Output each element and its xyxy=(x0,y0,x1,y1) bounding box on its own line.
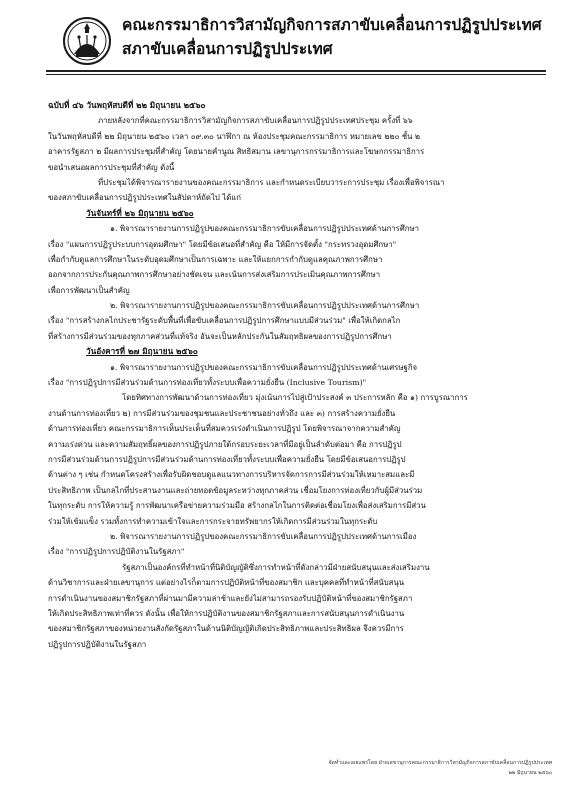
agenda-line: ๒. พิจารณารายงานการปฏิรูปของคณะกรรมาธิการขับเคลื่อนการปฏิรูปประเทศด้านการศึกษา xyxy=(110,301,420,311)
day2-heading: วันอังคารที่ ๒๗ มิถุนายน ๒๕๖๐ xyxy=(86,346,198,357)
agenda-line: ความเร่งด่วน และความสัมฤทธิ์ผลของการปฏิรูปภายใต้กรอบระยะเวลาที่มีอยู่เป็นลำดับต่อมา คือ การปฏิรูป xyxy=(48,439,402,449)
header-divider xyxy=(46,70,546,72)
agenda-line: เรื่อง "แผนการปฏิรูประบบการอุดมศึกษา" โดยมีข้อเสนอที่สำคัญ คือ ให้มีการจัดตั้ง "กระทรวงอุดมศึกษา" xyxy=(48,239,397,249)
issue-line: ฉบับที่ ๔๖ วันพฤหัสบดีที่ ๒๒ มิถุนายน ๒๕๖๐ xyxy=(48,100,206,110)
intro-line: อาคารรัฐสภา ๒ มีผลการประชุมที่สำคัญ โดยนายคำนูณ สิทธิสมาน เลขานุการกรรมาธิการและโฆษกกรรมาธิการ xyxy=(48,147,425,157)
agenda-line: เรื่อง "การปฏิรูปการปฏิบัติงานในรัฐสภา" xyxy=(48,547,185,557)
agenda-line: ประสิทธิภาพ เป็นกลไกที่ประสานงานและถ่ายทอดข้อมูลระหว่างทุกภาคส่วน เชื่อมโยงการท่องเที่ยวกับผู้มีส่วนร่วม xyxy=(48,485,423,495)
agenda-line: ๑. พิจารณารายงานการปฏิรูปของคณะกรรมาธิการขับเคลื่อนการปฏิรูปประเทศด้านการศึกษา xyxy=(110,224,420,234)
agenda-line: ปฏิรูปการปฏิบัติงานในรัฐสภา xyxy=(48,639,147,649)
agenda-line: ที่สร้างการมีส่วนร่วมของทุกภาคส่วนที่แท้จริง อันจะเป็นหลักประกันในสัมฤทธิผลของการปฏิรูปการศึกษา xyxy=(48,331,392,341)
agenda-line: ออกจากการประกันคุณภาพการศึกษาอย่างชัดเจน และเน้นการส่งเสริมการประเมินคุณภาพการศึกษา xyxy=(48,270,381,280)
intro-line: ขอนำเสนอผลการประชุมที่สำคัญ ดังนี้ xyxy=(48,162,175,172)
agenda-line: โดยทิศทางการพัฒนาด้านการท่องเที่ยว มุ่งเน้นการไปสู่เป้าประสงค์ ๓ ประการหลัก คือ ๑) การบูรณาการ xyxy=(122,393,468,403)
header-title xyxy=(122,14,562,62)
intro-line: ภายหลังจากที่คณะกรรมาธิการวิสามัญกิจการสภาขับเคลื่อนการปฏิรูปประเทศประชุม ครั้งที่ ๖๖ xyxy=(98,116,413,126)
agenda-line: รัฐสภาเป็นองค์กรที่ทำหน้าที่นิติบัญญัติซึ่งการทำหน้าที่ดังกล่าวมีฝ่ายสนับสนุนและส่งเสริมงาน xyxy=(122,562,430,572)
agenda-line: งานด้านการท่องเที่ยว ๒) การมีส่วนร่วมของชุมชนและประชาชนอย่างทั่วถึง และ ๓) การสร้างความยั่งยืน xyxy=(48,408,396,418)
intro-line: ของสภาขับเคลื่อนการปฏิรูปประเทศในสัปดาห์ถัดไป ได้แก่ xyxy=(48,193,242,203)
agenda-line: ให้เกิดประสิทธิภาพเท่าที่ควร ดังนั้น เพื่อให้การปฏิบัติงานของสมาชิกรัฐสภาและการสนับสนุนการดำเนินงาน xyxy=(48,608,405,618)
footer-publisher: จัดทำและเผยแพร่โดย ฝ่ายเลขานุการคณะกรรมาธิการวิสามัญกิจการสภาขับเคลื่อนการปฏิรูปประเทศ xyxy=(328,760,552,766)
agenda-line: ๒. พิจารณารายงานการปฏิรูปของคณะกรรมาธิการขับเคลื่อนการปฏิรูปประเทศด้านการเมือง xyxy=(110,531,417,541)
agenda-line: เพื่อกำกับดูแลการศึกษาในระดับอุดมศึกษาเป็นการเฉพาะ และให้แยกการกำกับดูแลคุณภาพการศึกษา xyxy=(48,254,383,264)
intro-line: ในวันพฤหัสบดีที่ ๒๒ มิถุนายน ๒๕๖๐ เวลา ๐๙.๓๐ นาฬิกา ณ ห้องประชุมคณะกรรมาธิการ หมายเลข ๒๒๐ ชั้น ๒ xyxy=(48,131,421,141)
document-body xyxy=(48,98,548,652)
intro-line: ที่ประชุมได้พิจารณารายงานของคณะกรรมาธิการ และกำหนดระเบียบวาระการประชุม เรื่องเพื่อพิจารณา xyxy=(98,177,445,187)
agenda-line: การดำเนินงานของสมาชิกรัฐสภาที่ผ่านมามีความล่าช้าและยังไม่สามารถรองรับปฏิบัติหน้าที่ของสมาชิกรัฐสภา xyxy=(48,593,413,603)
footer-date: ๒๒ มิถุนายน ๒๕๖๐ xyxy=(508,770,552,776)
agenda-line: การมีส่วนร่วมด้านการปฏิรูปการมีส่วนร่วมด้านการท่องเที่ยวทั้งระบบเพื่อความยั่งยืน โดยมีข้อเสนอการปฏิรูป xyxy=(48,454,406,464)
agenda-line: เพื่อการพัฒนาเป็นสำคัญ xyxy=(48,285,130,295)
footer xyxy=(300,758,552,778)
agenda-line: ในทุกระดับ การให้ความรู้ การพัฒนาเครือข่ายความร่วมมือ สร้างกลไกในการติดต่อเชื่อมโยงเพื่อส่งเสริมการมีส่วน xyxy=(48,501,426,511)
header-title-line1: คณะกรรมาธิการวิสามัญกิจการสภาขับเคลื่อนการปฏิรูปประเทศ xyxy=(122,16,542,34)
day1-heading: วันจันทร์ที่ ๒๖ มิถุนายน ๒๕๖๐ xyxy=(86,207,194,218)
agenda-line: ร่วมให้เข้มแข็ง รวมทั้งการทำความเข้าใจและการกระจายทรัพยากรให้เกิดการมีส่วนร่วมในทุกระดับ xyxy=(48,516,378,526)
agenda-line: ๑. พิจารณารายงานการปฏิรูปของคณะกรรมาธิการขับเคลื่อนการปฏิรูปประเทศด้านเศรษฐกิจ xyxy=(110,362,418,372)
agenda-line: ด้านต่าง ๆ เช่น กำหนดโครงสร้างเพื่อรับผิดชอบดูแลแนวทางการบริหารจัดการการมีส่วนร่วมให้เหมาะสมและมี xyxy=(48,470,415,480)
parliament-seal-icon xyxy=(62,14,112,68)
agenda-line: เรื่อง "การปฏิรูปการมีส่วนร่วมด้านการท่องเที่ยวทั้งระบบเพื่อความยั่งยืน (Inclusive Tourism)" xyxy=(48,378,367,388)
header-divider-thin xyxy=(46,74,546,75)
agenda-line: ด้านวิชาการและฝ่ายเลขานุการ แต่อย่างไรก็ตามการปฏิบัติหน้าที่ของสมาชิก และบุคคลที่ทำหน้าที่สนับสนุน xyxy=(48,578,405,588)
agenda-line: ด้านการท่องเที่ยว คณะกรรมาธิการเห็นประเด็นที่สมควรเร่งดำเนินการปฏิรูป โดยพิจารณาจากความสำคัญ xyxy=(48,424,401,434)
agenda-line: ของสมาชิกรัฐสภาของหน่วยงานสังกัดรัฐสภาในด้านนิติบัญญัติเกิดประสิทธิภาพและประสิทธิผล จึงควรมีการ xyxy=(48,624,404,634)
header-title-line2: สภาขับเคลื่อนการปฏิรูปประเทศ xyxy=(122,40,333,58)
agenda-line: เรื่อง "การสร้างกลไกประชารัฐระดับพื้นที่เพื่อขับเคลื่อนการปฏิรูปการศึกษาแบบมีส่วนร่วม" เพื่อให้เกิดกลไก xyxy=(48,316,401,326)
